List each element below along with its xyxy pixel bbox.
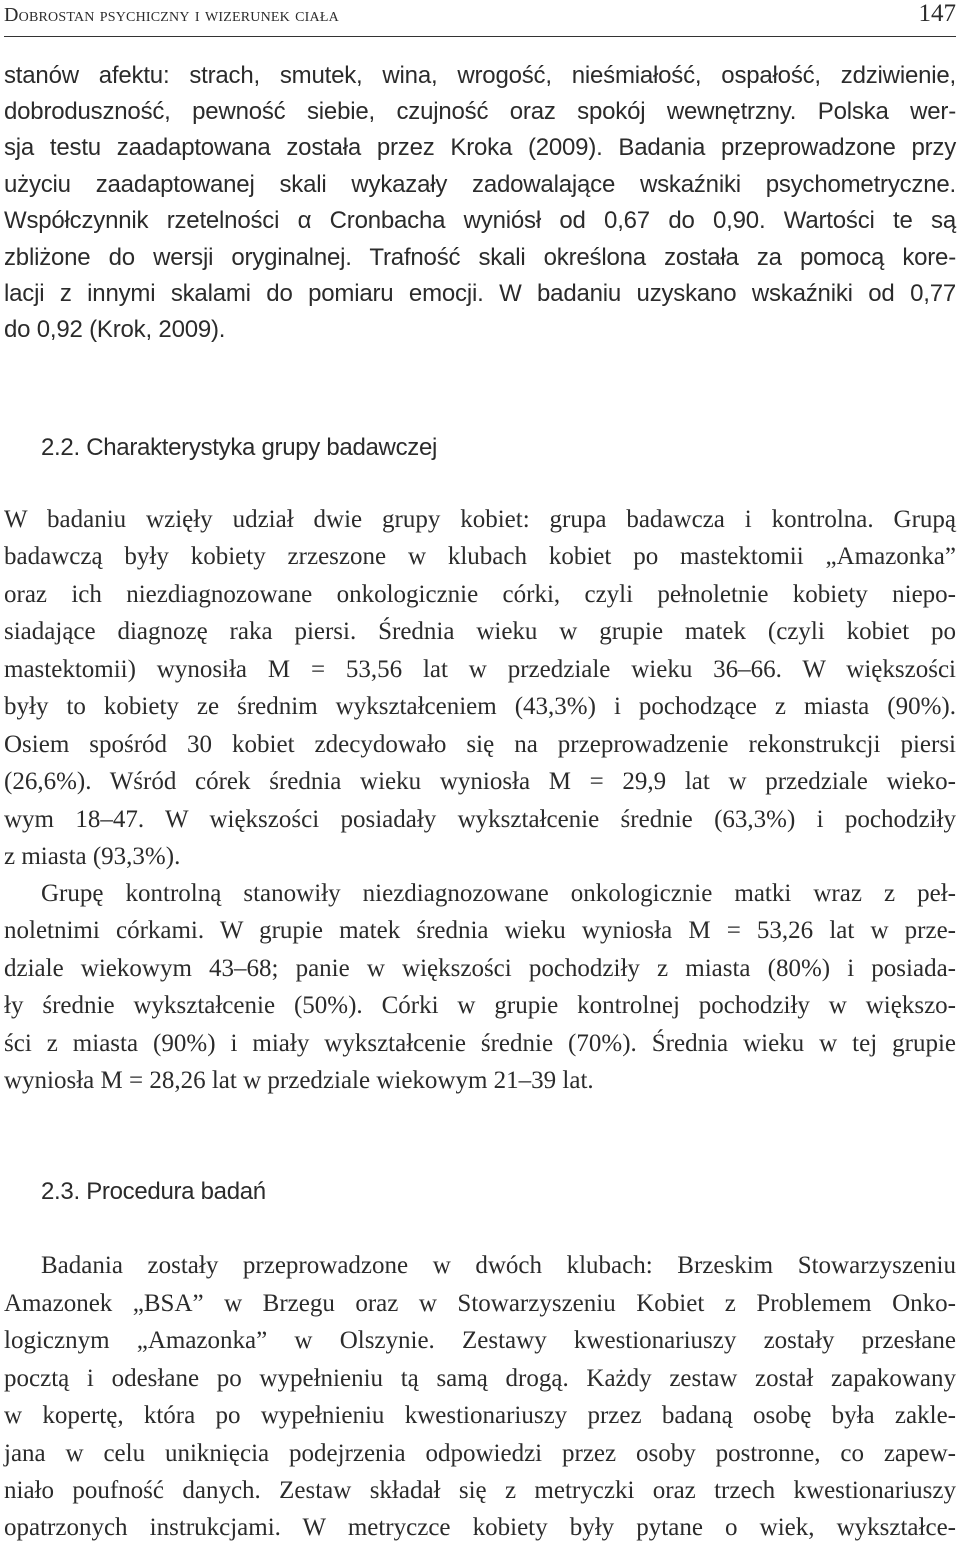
document-page — [4, 0, 956, 1546]
text-line: logicznym „Amazonka” w Olszynie. Zestawy kwestionariuszy zostały przesłane — [4, 1327, 956, 1354]
text-line: Osiem spośród 30 kobiet zdecydowało się na przeprowadzenie rekonstrukcji piersi — [4, 731, 956, 758]
text-line: sja testu zaadaptowana została przez Kroka (2009). Badania przeprowadzone przy — [4, 134, 956, 161]
text-line: Amazonek „BSA” w Brzegu oraz w Stowarzyszeniu Kobiet z Problemem Onko- — [4, 1290, 956, 1317]
text-line: dobroduszność, pewność siebie, czujność oraz spokój wewnętrzny. Polska wer- — [4, 98, 956, 125]
text-line: W badaniu wzięły udział dwie grupy kobiet: grupa badawcza i kontrolna. Grupą — [4, 506, 956, 533]
text-line: noletnimi córkami. W grupie matek średnia wieku wyniosła M = 53,26 lat w prze- — [4, 917, 956, 944]
text-line: niało poufność danych. Zestaw składał się z metryczki oraz trzech kwestionariuszy — [4, 1477, 956, 1504]
text-line: Grupę kontrolną stanowiły niezdiagnozowane onkologicznie matki wraz z peł- — [41, 880, 956, 907]
text-line: dziale wiekowym 43–68; panie w większości pochodziły z miasta (80%) i posiada- — [4, 955, 956, 982]
text-line: mastektomii) wynosiła M = 53,56 lat w przedziale wieku 36–66. W większości — [4, 656, 956, 683]
text-line: jana w celu uniknięcia podejrzenia odpowiedzi przez osoby postronne, co zapew- — [4, 1440, 956, 1467]
text-line: ści z miasta (90%) i miały wykształcenie średnie (70%). Średnia wieku w tej grupie — [4, 1030, 956, 1057]
text-line: Badania zostały przeprowadzone w dwóch klubach: Brzeskim Stowarzyszeniu — [41, 1252, 956, 1279]
text-line: oraz ich niezdiagnozowane onkologicznie córki, czyli pełnoletnie kobiety niepo- — [4, 581, 956, 608]
running-title: Dobrostan psychiczny i wizerunek ciała — [4, 4, 339, 26]
text-line: Współczynnik rzetelności α Cronbacha wyniósł od 0,67 do 0,90. Wartości te są — [4, 207, 956, 234]
text-line: lacji z innymi skalami do pomiaru emocji. W badaniu uzyskano wskaźniki od 0,77 — [4, 280, 956, 307]
text-line: wyniosła M = 28,26 lat w przedziale wiekowym 21–39 lat. — [4, 1067, 594, 1094]
section-heading: 2.3. Procedura badań — [41, 1178, 266, 1205]
text-line: siadające diagnozę raka piersi. Średnia wieku w grupie matek (czyli kobiet po — [4, 618, 956, 645]
text-line: (26,6%). Wśród córek średnia wieku wyniosła M = 29,9 lat w przedziale wieko- — [4, 768, 956, 795]
text-line: pocztą i odesłane po wypełnieniu tą samą drogą. Każdy zestaw został zapakowany — [4, 1365, 956, 1392]
text-line: zbliżone do wersji oryginalnej. Trafność skali określona została za pomocą kore- — [4, 244, 956, 271]
text-line: opatrzonych instrukcjami. W metryczce kobiety były pytane o wiek, wykształce- — [4, 1514, 956, 1541]
text-line: badawczą były kobiety zrzeszone w klubach kobiet po mastektomii „Amazonka” — [4, 543, 956, 570]
text-line: użyciu zaadaptowanej skali wykazały zadowalające wskaźniki psychometryczne. — [4, 171, 956, 198]
text-line: stanów afektu: strach, smutek, wina, wrogość, nieśmiałość, ospałość, zdziwienie, — [4, 62, 956, 89]
running-header — [4, 0, 956, 37]
text-line: wym 18–47. W większości posiadały wykształcenie średnie (63,3%) i pochodziły — [4, 806, 956, 833]
page-number: 147 — [918, 0, 956, 27]
text-line: z miasta (93,3%). — [4, 843, 181, 870]
text-line: w kopertę, która po wypełnieniu kwestionariuszy przez badaną osobę była zakle- — [4, 1402, 956, 1429]
text-line: do 0,92 (Krok, 2009). — [4, 316, 226, 343]
text-line: były to kobiety ze średnim wykształceniem (43,3%) i pochodzące z miasta (90%). — [4, 693, 956, 720]
section-heading: 2.2. Charakterystyka grupy badawczej — [41, 434, 438, 461]
text-line: ły średnie wykształcenie (50%). Córki w grupie kontrolnej pochodziły w większo- — [4, 992, 956, 1019]
